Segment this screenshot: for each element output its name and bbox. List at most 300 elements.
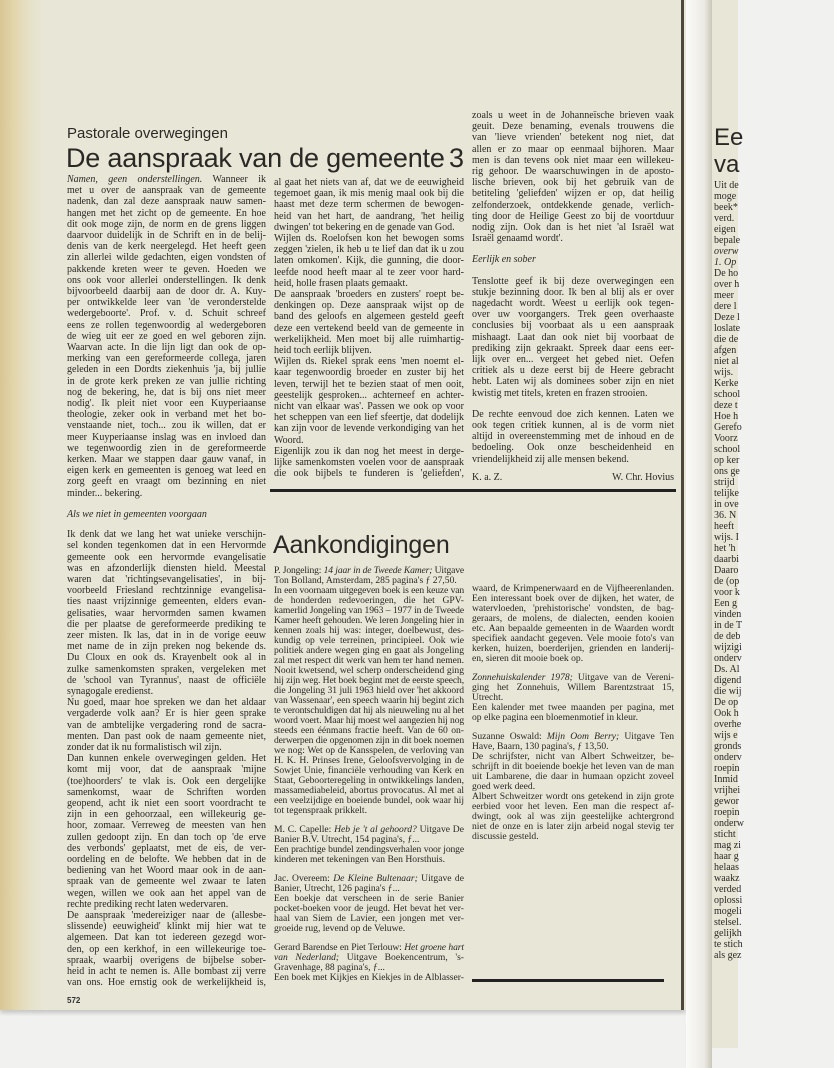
text-line: Een boekje dat verscheen in de serie Banier — [274, 893, 464, 904]
text-line: overhe — [714, 719, 742, 730]
text-line: Ook h — [714, 708, 739, 719]
text-line: met u over de aanspraak van de gemeente — [67, 185, 266, 197]
text-line: merking van een gereformeerde collega, jaren — [67, 353, 266, 365]
text-line: altijd in overeenstemming met de inhoud en de — [472, 431, 674, 443]
text-line: conclusies bij voorbaat als u een aanspraak — [472, 320, 674, 332]
text-line: en, sieren dit mooie boek op. — [472, 653, 584, 664]
text-line: zonder dat ik nu formalistisch wil zijn. — [67, 741, 222, 753]
text-line: rig gehoor. De waarschuwingen in de aposto- — [472, 166, 674, 178]
text-line: kinderen met tekeningen van Ben Horsthuis. — [274, 854, 446, 865]
text-line: dwingt, ook al was zijn geestelijke achtergrond — [472, 811, 674, 822]
text-line: daarbi — [714, 554, 739, 565]
text-line: groeide rug, levend op de Veluwe. — [274, 923, 406, 934]
text-line: Wijlen ds. Riekel sprak eens 'men noemt el- — [274, 356, 464, 368]
paragraph — [472, 673, 674, 703]
text-line: geopend, acht ik niet een soort voordracht te — [67, 797, 266, 809]
text-line: kan zijn voor de levende verkondiging van het — [274, 423, 464, 435]
text-line: meer — [714, 290, 734, 301]
text-line: Eigenlijk zou ik dan nog het meest in derge- — [274, 445, 464, 457]
next-page-heading-line: Ee — [714, 124, 744, 151]
page-edge-divider — [681, 0, 684, 1010]
text-line: heid in acht te nemen is. Alle bombast zij verre — [67, 966, 266, 978]
text-line: kwistig met titels, kreten en frazen strooien. — [472, 387, 648, 399]
text-line: Have, Baarn, 130 pagina's, ƒ 13,50. — [472, 741, 609, 752]
text-line: heeft — [714, 521, 734, 532]
text-line: zijn in een gehoorzaal, een willekeurig ge- — [67, 809, 266, 821]
text-line: lische brieven, ook bij het gebruik van de — [472, 177, 674, 189]
text-line: allen er zo maar op eenmaal bijhoren. Maar — [472, 143, 674, 155]
text-line: in de grote kerk preken ze van jullie richting — [67, 375, 266, 387]
text-line: van de ambtelijke vergadering rond de sacra- — [67, 719, 266, 731]
text-line: kaar tegenwoordig broeder en zuster bij het — [274, 367, 464, 379]
paragraph — [472, 110, 674, 244]
text-line: pocket-boeken voor de jeugd. Het bevat het ver- — [274, 903, 464, 914]
text-line: sel konden tegenkomen dat in een Hervormde — [67, 540, 266, 552]
book-gutter — [686, 0, 712, 1068]
text-line: vriendelijkheid zij alle mensen bekend. — [472, 453, 629, 465]
text-line: ting door de Heilige Geest zo bij de voortduur — [472, 210, 674, 222]
text-line: Banier, Utrecht, 126 pagina's ƒ... — [274, 883, 400, 894]
article-column-middle — [274, 177, 464, 479]
text-line: nagedacht wordt. Weest u eerlijk ook tegen- — [472, 298, 674, 310]
text-line: Gravenhage, 88 pagina's, ƒ... — [274, 962, 385, 973]
text-line: theologie, zeker ook in verband met het bo- — [67, 409, 266, 421]
text-line: slissende) eeuwigheid' klinkt mij hier wat te — [67, 921, 266, 933]
text-segment: M. C. Capelle: — [274, 824, 335, 835]
italic-title: De Kleine Bultenaar; — [333, 873, 418, 884]
text-line: geestelijk gesproken... achterneef en achter- — [274, 389, 464, 401]
text-line: eens ze rollen tegenwoordig al wedergeboren — [67, 319, 266, 331]
text-line: te stich — [714, 939, 743, 950]
text-line: hoor, zomaar. Verreweg de meesten van hen — [67, 820, 266, 832]
text-line: ons ge — [714, 466, 740, 477]
paragraph — [472, 584, 674, 664]
paragraph — [274, 845, 464, 865]
text-line: De op — [714, 697, 739, 708]
text-line: Tenslotte geef ik bij deze overwegingen een — [472, 275, 674, 287]
paragraph — [67, 529, 266, 697]
text-line: De ho — [714, 268, 739, 279]
text-segment: Wanneer ik — [202, 174, 266, 185]
text-line: tegemoet gaan, ik mis menig maal ook bij die — [274, 188, 464, 200]
text-line: werkelijkheid. Men moet bij alle ruimhartig- — [274, 333, 464, 345]
paragraph — [274, 446, 464, 480]
announcements-column-middle — [274, 566, 464, 983]
text-line: nadenk, dan zal deze aanspraak nauw samen- — [67, 196, 266, 208]
text-line: tot tegenspraak prikkelt. — [274, 805, 367, 816]
text-line: gelisaties, waar hervormden samen kwamen — [67, 607, 266, 619]
text-line: al gaat het niets van af, dat we de eeuwigheid — [274, 177, 464, 188]
text-line: dwingen' tot bekering en de genade van God. — [274, 221, 455, 233]
text-line: De aanspraak 'medereiziger naar de (allesbe- — [67, 910, 266, 921]
text-line: daarvoor duidelijk in de Schrift en in de belij- — [67, 230, 266, 242]
paragraph — [274, 289, 464, 356]
text-segment: Uitgave Boekencentrum, 's- — [339, 952, 464, 963]
text-line: lijk over en... vergeet het gebed niet. Oefen — [472, 354, 674, 366]
text-line: roepin — [714, 763, 740, 774]
text-line: dere l — [714, 301, 737, 312]
text-line: derwerpen die opgenomen zijn in dit boek noemen — [274, 735, 464, 746]
text-line: bijvoorbeeld daarbij aan de door dr. A. Kuy- — [67, 286, 266, 298]
text-line: Uit de — [714, 180, 739, 191]
announcements-end-rule — [472, 979, 664, 982]
text-line: Kerke — [714, 378, 739, 389]
section-subheading: Als we niet in gemeenten voorgaan — [67, 508, 207, 520]
text-section — [274, 874, 464, 934]
text-line: eigen kerk en gemeenten is genoeg wat leed en — [67, 465, 266, 477]
paragraph — [274, 943, 464, 973]
text-line: Nooit kwetsend, wel scherp onderscheidend ging — [274, 665, 464, 676]
section-subheading: Eerlijk en sober — [472, 254, 536, 266]
text-segment: Suzanne Oswald: — [472, 731, 547, 742]
paragraph — [472, 792, 674, 842]
text-line: rechte prediking recht laten wedervaren. — [67, 898, 229, 910]
text-line: meer Kuyperiaanse inslag was en invloed dan — [67, 431, 266, 443]
text-line: geraars, de molens, de dialecten, eenden kooien — [472, 613, 674, 624]
text-line: specifiek aandacht gegeven. Vele mooie foto's van — [472, 633, 674, 644]
announcements-title: Aankondigingen — [273, 531, 450, 559]
text-line: den, op een kerkhof, in een willekeurige toe- — [67, 943, 266, 955]
text-line: Ton Bolland, Amsterdam, 285 pagina's ƒ 27,50. — [274, 575, 457, 586]
text-line: strijd — [714, 477, 735, 488]
text-line: Albert Schweitzer wordt ons getekend in zijn grote — [472, 791, 674, 802]
text-line: zin allerlei wilde gedachten, eigen vondsten of — [67, 252, 266, 264]
text-line: zeer misten. Ik las, dat in in de vorige eeuw — [67, 629, 266, 641]
text-line: Du Cloux en ook ds. Krayenbelt ook al in — [67, 652, 266, 664]
text-line: spraak, waarbij overigens de bijbelse sober- — [67, 954, 266, 966]
text-line: de wieg uit eer ze goed en wel geboren zijn. — [67, 330, 266, 342]
text-line: nodig'. Ik pleit niet voor een Kuyperiaanse — [67, 398, 266, 410]
text-line: haal van Siem de Lavier, een jongen met ver- — [274, 913, 464, 924]
signature-place: K. a. Z. — [472, 472, 503, 483]
next-page-heading — [714, 124, 743, 178]
text-line: geleden in een Dordts ziekenhuis 'ja, bij jullie — [67, 364, 266, 376]
text-line: mag zi — [714, 840, 741, 851]
text-line: Een g — [714, 598, 738, 609]
paragraph — [274, 356, 464, 446]
text-line: het 'h — [714, 543, 736, 554]
paragraph — [274, 177, 464, 233]
text-line: niet al — [714, 356, 739, 367]
text-line: Ik denk dat we lang het wat unieke verschijn- — [67, 529, 266, 541]
text-line: we tegenwoordig zien in de gereformeerde — [67, 442, 266, 454]
text-line: wijs e — [714, 730, 738, 741]
text-line: onderv — [714, 653, 742, 664]
text-line: beek* — [714, 202, 738, 213]
text-section — [472, 584, 674, 664]
paragraph — [67, 910, 266, 988]
text-line: heid, holle frasen plaats gemaakt. — [274, 277, 408, 289]
text-line: in de T — [714, 620, 743, 631]
text-line: oordeling en de belofte. We hebben dat in de — [67, 853, 266, 865]
text-section — [472, 732, 674, 842]
text-line — [67, 174, 266, 185]
text-line: ook tegen critiek kunnen, al is de vorm niet — [472, 420, 674, 432]
text-section — [274, 177, 464, 479]
paragraph — [714, 180, 834, 961]
text-line: Een prachtige bundel zendingsverhalen voor jonge — [274, 844, 464, 855]
next-page-fragment — [712, 0, 744, 1048]
text-line: kundig op vele terreinen, principieel. Ook wie — [274, 635, 464, 646]
text-line: wijs. — [714, 367, 734, 378]
text-line: deze een vertekend beeld van de gemeente in — [274, 322, 464, 334]
text-segment: P. Jongeling: — [274, 565, 324, 576]
text-line: band des geloofs en algemeen gesteld geeft — [274, 311, 464, 323]
text-line: mogeli — [714, 906, 742, 917]
text-line: gemeente ook een hervormde evangelisatie — [67, 551, 266, 563]
text-line: watervloeden, 'prehistorische' vondsten, de bag- — [472, 603, 674, 614]
text-line: loslate — [714, 323, 741, 334]
text-line: niet de onze en is later zijn arbeid nogal stevig ter — [472, 821, 674, 832]
paragraph — [67, 753, 266, 910]
text-line: zullen gedoopt zijn. En dan toch op 'de erve — [67, 831, 266, 843]
text-line: was en afzonderlijk diensten hield. Meestal — [67, 562, 266, 574]
text-line: dit ook moge zijn, de norm en de grens liggen — [67, 218, 266, 230]
page-number: 572 — [67, 996, 81, 1005]
text-line: zulke samenkomsten spraken, vergeleken met — [67, 663, 266, 675]
text-line: wijs. I — [714, 532, 739, 543]
text-line: Dan kunnen enkele overwegingen gelden. Het — [67, 753, 266, 765]
text-segment: Uitgave — [432, 565, 465, 576]
text-line: hangen met het zicht op de gemeente. En hoe — [67, 207, 266, 219]
text-line: te verontschuldigen dat hij als nieuweling nu al het — [274, 705, 464, 716]
text-line: H. K. H. Prinses Irene, Geloofsvervolging in de — [274, 755, 464, 766]
text-line: van Wassenaar', een speech waarin hij begint zich — [274, 695, 464, 706]
text-line: De rechte eenvoud doe zich kennen. Laten we — [472, 408, 674, 420]
paragraph — [274, 566, 464, 586]
text-line: op elke pagina een bloemenmotief in kleur. — [472, 712, 638, 723]
italic-title: Mijn Oom Berry; — [546, 731, 620, 742]
text-line: Ds. Al — [714, 664, 740, 675]
paragraph — [274, 825, 464, 845]
text-line: 36. N — [714, 510, 737, 521]
text-line: voorbeeld Friesland rechtzinnige evangelisa- — [67, 585, 266, 597]
text-line: die de — [714, 334, 739, 345]
text-section — [274, 943, 464, 983]
text-line: die ook bijbels te funderen is 'geliefden', — [274, 468, 464, 480]
text-line: de deb — [714, 631, 741, 642]
text-line: die Jongeling 31 juli 1963 hield over 'het akkoord — [274, 685, 464, 696]
text-line: onderv — [714, 752, 742, 763]
text-line: over h — [714, 279, 740, 290]
text-line: stukje bezinning door. Ik ben al blij als er over — [472, 286, 674, 298]
text-line: Hoe h — [714, 411, 739, 422]
text-line: heid toch eerlijk blijven. — [274, 345, 372, 357]
text-line: gelijkh — [714, 928, 742, 939]
text-line: oplossi — [714, 895, 743, 906]
text-line: spraak van de gemeente wel zwaar te laten — [67, 876, 266, 888]
text-line: laten omkomen'. Kijk, die gunning, die door- — [274, 255, 464, 267]
text-line: gronds — [714, 741, 742, 752]
text-line: pakkende kreten weer te geven. Hoeden we — [67, 263, 266, 275]
text-section — [714, 180, 834, 961]
text-line: Een interessant boek over de dijken, het water, de — [472, 593, 674, 604]
text-line: sticht — [714, 829, 736, 840]
text-segment: Uitgave De — [416, 824, 464, 835]
article-end-rule — [270, 489, 676, 492]
text-line: ties naast vrijzinnige gemeenten, elders evan- — [67, 596, 266, 608]
text-line: nodig zijn. Ook dan is het niet 'al Israël wat — [472, 222, 674, 234]
text-line: gewor — [714, 796, 739, 807]
text-line: In een voornaam uitgegeven boek is een keuze van — [274, 585, 464, 596]
paragraph — [67, 697, 266, 753]
text-line: school — [714, 389, 741, 400]
text-line: Voorz — [714, 433, 738, 444]
text-line: Staat, Geboorteregeling in ontwikkelings landen, — [274, 775, 464, 786]
text-line: eigen — [714, 224, 736, 235]
text-line: Daaro — [714, 565, 739, 576]
text-line: verded — [714, 884, 742, 895]
text-line: mishaagt. Laat dan ook niet bij voorbaat de — [472, 331, 674, 343]
text-line: nog de bekering, he, dat is bij ons niet meer — [67, 386, 266, 398]
text-line: ons ook voor allerlei onderstellingen. Ik denk — [67, 274, 266, 286]
text-line: in ove — [714, 499, 739, 510]
text-line: zorg geeft en vraagt om bezinning en niet — [67, 476, 266, 488]
text-line: roepin — [714, 807, 740, 818]
italic-title: Heb je 't al gehoord? — [334, 824, 417, 835]
text-line: vinden — [714, 609, 742, 620]
text-line: moge — [714, 191, 737, 202]
paragraph — [67, 174, 266, 499]
text-line: denis van de kerk neergelegd. Het heeft geen — [67, 241, 266, 253]
paragraph — [274, 874, 464, 894]
text-line: die per plaatse de gereformeerde prediking te — [67, 618, 266, 630]
text-line: zelfonderzoek, ontdekkende genade, verlich- — [472, 199, 674, 211]
text-line: des verbonds' geplaatst, met de eis, de ver- — [67, 842, 266, 854]
italic-title: overw — [714, 246, 739, 257]
text-line: afgen — [714, 345, 737, 356]
signature-author: W. Chr. Hovius — [612, 472, 674, 483]
text-line: deze t — [714, 400, 738, 411]
text-line: de honderden redevoeringen, die het GPV- — [274, 595, 464, 606]
text-section — [274, 566, 464, 816]
text-line: steeds een éénmans fractie heeft. Van de 60 on- — [274, 725, 464, 736]
text-line — [714, 257, 834, 268]
text-line: van 'lieve vrienden' betekent nog niet, dat — [472, 132, 674, 144]
announcements-column-right — [472, 584, 674, 842]
text-line: wedergeboorte'. Prof. v. d. Schuit schreef — [67, 308, 266, 320]
text-line: verd. — [714, 213, 735, 224]
text-line: wijzigi — [714, 642, 742, 653]
text-line: het scheppen van een lief sfeertje, dat dodelijk — [274, 412, 464, 424]
text-line: op ker — [714, 455, 740, 466]
text-line: politiek andere wegen ging en gaat als Jongeling — [274, 645, 464, 656]
text-line: we nog: Wet op de Kansspelen, de verloving van — [274, 745, 464, 756]
text-line: prediking zijn gekraakt. Spreek daar eens eer- — [472, 342, 674, 354]
article-signature — [472, 472, 674, 484]
text-line: goed werk deed. — [472, 781, 536, 792]
text-line: discussie gesteld. — [472, 831, 539, 842]
text-line: zeggen 'zielen, ik heb u te lief dan dat ik u zou — [274, 244, 464, 256]
text-line: stelsel. — [714, 917, 742, 928]
text-line: ging het Zonnehuis, Willem Barentzstraat 15, — [472, 682, 674, 693]
text-line: per ontwikkelde leer van 'de veronderstelde — [67, 297, 266, 309]
text-line: men is dan tevens ook niet maar een willekeu- — [472, 154, 674, 166]
text-line: leefde nood heeft maar al te zeer voor hard- — [274, 266, 464, 278]
text-line: minder... bekering. — [67, 487, 143, 499]
text-line: zal met respect dit werk van hem ter hand nemen. — [274, 655, 464, 666]
text-line: eerbied voor het leven. Een man die respect af- — [472, 801, 674, 812]
text-section — [274, 825, 464, 865]
italic-title: Namen, geen onderstellingen. — [67, 174, 203, 185]
text-segment: Uitgave Ten — [619, 731, 674, 742]
text-line: De aanspraak 'broeders en zusters' roept be- — [274, 289, 464, 301]
text-line: kerken, huizen, boerderijen, grienden en landerij- — [472, 643, 674, 654]
text-line: Een boek met Kijkjes en Kiekjes in de Alblasser- — [274, 972, 464, 983]
paragraph — [472, 752, 674, 792]
text-line: met name de in zijn preken nog bekende ds. — [67, 641, 266, 653]
text-line: uit Lambarene, die daar in humaan opzicht zoveel — [472, 771, 674, 782]
text-line: de (op — [714, 576, 740, 587]
paragraph — [274, 233, 464, 289]
text-line: critiek als u deze eerst bij de Heere gebracht — [472, 365, 674, 377]
paragraph — [274, 586, 464, 816]
text-section — [472, 110, 674, 244]
article-title: De aanspraak van de gemeente — [66, 143, 445, 173]
text-line: de 'school van Tyrannus', naast de officiële — [67, 674, 266, 686]
text-line: die wij — [714, 686, 742, 697]
italic-title: 14 jaar in de Tweede Kamer; — [323, 565, 433, 576]
article-part-number: 3 — [449, 143, 465, 173]
text-line: venstaande niet, toch... zou ik willen, dat er — [67, 420, 266, 432]
italic-title: 1. Op — [714, 257, 737, 268]
text-line: Wijlen ds. Roelofsen kon het bewogen soms — [274, 233, 464, 245]
paragraph — [274, 894, 464, 934]
text-line: kennen zoals hij was: integer, doelbewust, des- — [274, 625, 464, 636]
text-line: Sowjet Unie, financiële verhouding van Kerk en — [274, 765, 464, 776]
text-line: telijke — [714, 488, 739, 499]
text-line: Israël genaamd wordt'. — [472, 233, 563, 245]
text-line: samenkomst, waar de Schriften worden — [67, 786, 266, 798]
text-line: hebt. Laten wij als dominees sober zijn en niet — [472, 376, 674, 388]
text-section — [67, 509, 266, 989]
text-line: over uw voorgangers. Trek geen overhaaste — [472, 309, 674, 321]
paragraph — [472, 732, 674, 752]
text-line: komt mij voor, dat de aanspraak 'mijne — [67, 764, 266, 776]
next-page-heading-line: va — [714, 151, 740, 178]
text-line: voor k — [714, 587, 740, 598]
text-segment: Uitgave van de Vereni- — [572, 672, 674, 683]
next-page-column — [714, 180, 834, 961]
text-section — [472, 673, 674, 723]
text-line: De schrijfster, nicht van Albert Schweitzer, be- — [472, 751, 674, 762]
text-line: kerken. Maar we stappen daar gauw vanaf, in — [67, 454, 266, 466]
text-line: Woord. — [274, 434, 304, 446]
text-line: Kamer heeft gehouden. We leren Jongeling hier in — [274, 615, 464, 626]
paragraph — [472, 409, 674, 465]
article-column-left — [67, 174, 266, 988]
text-line: Een kalender met twee maanden per pagina, met — [472, 702, 674, 713]
text-line: nicht van elkaar was'. Passen we ook op voor — [274, 401, 464, 413]
italic-title: van Nederland; — [274, 952, 340, 963]
text-segment: Jac. Overeem: — [274, 873, 334, 884]
text-section — [472, 409, 674, 465]
text-line: een veelzijdige en boeiende bundel, ook waar hij — [274, 795, 464, 806]
paragraph — [274, 973, 464, 983]
text-line: waren dat 'richtingsevangelisaties', in bij- — [67, 573, 266, 585]
text-section — [67, 174, 266, 499]
text-line: menten. Dan past ook de naam gemeente niet, — [67, 730, 266, 742]
text-line: zoals u weet in de Johanneïsche brieven vaak — [472, 110, 674, 121]
text-line: als gez — [714, 950, 742, 961]
article-kicker: Pastorale overwegingen — [67, 125, 228, 142]
text-line: etc. Aan bepaalde gemeenten in de Waarden wordt — [472, 623, 674, 634]
italic-title: Het groene hart — [404, 942, 464, 953]
text-line: (toe)hoorders' te vlak is. Ook een dergelijke — [67, 775, 266, 787]
text-line: digend — [714, 675, 742, 686]
text-line: leven, terwijl het te bezien staat of men ooit, — [274, 378, 464, 390]
text-line: Waarvan acte. In die lijn ligt dan ook de op- — [67, 342, 266, 354]
